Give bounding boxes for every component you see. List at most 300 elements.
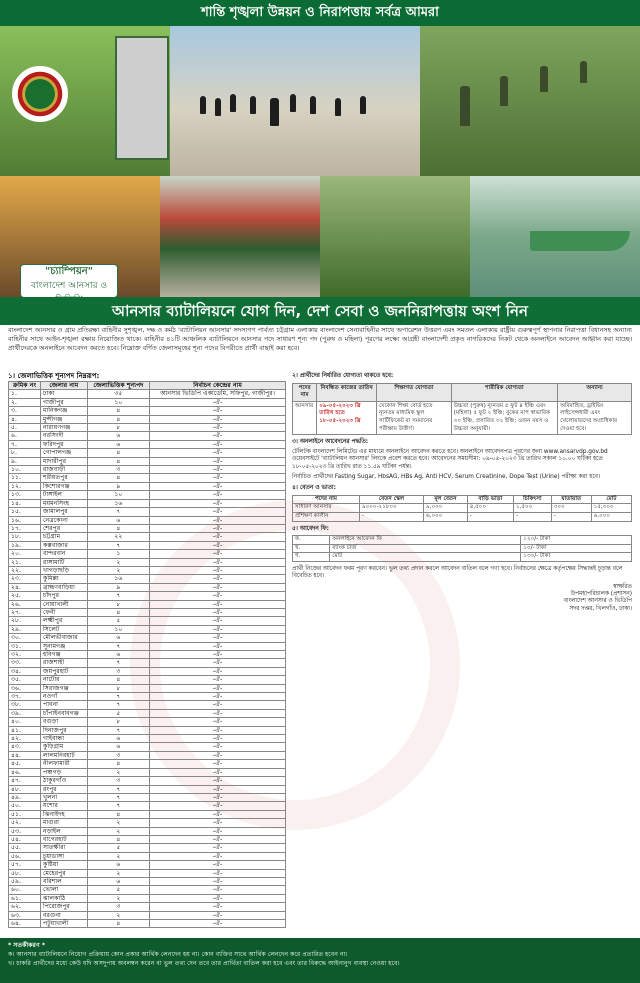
district-vacancy: ১০: [87, 625, 150, 633]
district-serial: ৬৩.: [9, 911, 41, 919]
district-center: -ঐ-: [150, 659, 286, 667]
photo-collage: [0, 26, 640, 297]
district-serial: ৫৭.: [9, 861, 41, 869]
district-row: [9, 743, 286, 751]
gate-pillar: [115, 36, 169, 160]
ansar-vdp-logo: [12, 66, 68, 122]
district-row: [9, 810, 286, 818]
salary-cell: প্রশিক্ষণ কালীন: [293, 512, 360, 521]
district-name: টাঙ্গাইল: [41, 491, 88, 499]
district-name: মানিকগঞ্জ: [41, 407, 88, 415]
district-vacancy: ২: [87, 819, 150, 827]
district-center: -ঐ-: [150, 617, 286, 625]
district-vacancy: ২২: [87, 533, 150, 541]
footer-warning-a: ক। আনসার ব্যাটালিয়নে নিয়োগ প্রক্রিয়ায় কোন প্রকার আর্থিক লেনদেন হয় না। কোন ব্যক্তির সাথে আর্থিক লেনদেন করে প্রতারিত হবেন না।: [8, 951, 348, 958]
district-vacancy: ৬: [87, 877, 150, 885]
elig-other: অবিবাহিত, ড্রাইভিং লাইসেন্সধারী এবং খেলোয়াড়দের অগ্রাধিকার দেওয়া হবে।: [558, 401, 632, 434]
district-row: [9, 524, 286, 532]
salary-header: পদের নাম: [293, 495, 360, 504]
district-name: সাতক্ষীরা: [41, 844, 88, 852]
district-vacancy: ৭: [87, 693, 150, 701]
district-row: [9, 398, 286, 406]
elig-dates: ০৯-০৫-২০২৩ খ্রি তারিখ হতে ১৮-০৫-২০২৩ খ্রি: [317, 401, 377, 434]
district-vacancy: ৯: [87, 583, 150, 591]
district-name: ফেনী: [41, 608, 88, 616]
district-center: -ঐ-: [150, 726, 286, 734]
district-serial: ৩১.: [9, 642, 41, 650]
district-serial: ৬৪.: [9, 920, 41, 928]
district-serial: ৪৯.: [9, 793, 41, 801]
district-vacancy: ২: [87, 894, 150, 902]
district-center: -ঐ-: [150, 861, 286, 869]
district-center: -ঐ-: [150, 693, 286, 701]
district-serial: ৫১.: [9, 810, 41, 818]
salary-cell: ৬,০০০: [424, 512, 468, 521]
salary-cell: -: [514, 512, 552, 521]
col-header-district: জেলার নাম: [41, 382, 88, 390]
district-center: -ঐ-: [150, 920, 286, 928]
district-row: [9, 550, 286, 558]
soldier-figure: [270, 98, 279, 126]
district-serial: ৫৫.: [9, 844, 41, 852]
district-vacancy: ৬: [87, 440, 150, 448]
district-vacancy: ৫: [87, 617, 150, 625]
details-column: [292, 371, 632, 934]
salary-cell: -: [467, 512, 513, 521]
district-vacancy: ৮: [87, 718, 150, 726]
soldier-figure: [580, 61, 587, 83]
district-serial: ২৬.: [9, 600, 41, 608]
district-center: -ঐ-: [150, 608, 286, 616]
district-serial: ৩০.: [9, 634, 41, 642]
district-center: -ঐ-: [150, 466, 286, 474]
district-center: -ঐ-: [150, 474, 286, 482]
district-serial: ৯.: [9, 457, 41, 465]
district-name: নোয়াখালী: [41, 600, 88, 608]
district-center: -ঐ-: [150, 440, 286, 448]
salary-cell: ৯,০০০: [424, 504, 468, 513]
district-name: ঝালকাঠি: [41, 894, 88, 902]
district-center: -ঐ-: [150, 592, 286, 600]
soldier-figure: [250, 96, 256, 114]
elig-header-dates: নিবন্ধিত কাজের তারিখ: [317, 383, 377, 401]
district-center: -ঐ-: [150, 835, 286, 843]
district-row: [9, 642, 286, 650]
district-row: [9, 852, 286, 860]
district-name: নরসিংদী: [41, 432, 88, 440]
district-serial: ২৫.: [9, 592, 41, 600]
district-serial: ৬০.: [9, 886, 41, 894]
district-name: ব্রাহ্মণবাড়িয়া: [41, 583, 88, 591]
district-vacancy: ৪: [87, 449, 150, 457]
district-vacancy: ৭: [87, 701, 150, 709]
district-row: [9, 869, 286, 877]
salary-cell: ১,৫০০: [514, 504, 552, 513]
district-name: পঞ্চগড়: [41, 768, 88, 776]
district-center: -ঐ-: [150, 676, 286, 684]
soldier-figure: [200, 96, 206, 114]
salary-header: বাড়ি ভাড়া: [467, 495, 513, 504]
district-name: সিরাজগঞ্জ: [41, 684, 88, 692]
district-name: ঢাকা: [41, 390, 88, 398]
district-row: [9, 482, 286, 490]
salary-cell: সাধারণ আনসার: [293, 504, 360, 513]
district-serial: ২.: [9, 398, 41, 406]
district-row: [9, 718, 286, 726]
district-row: [9, 424, 286, 432]
district-row: [9, 432, 286, 440]
district-row: [9, 449, 286, 457]
district-name: কিশোরগঞ্জ: [41, 482, 88, 490]
district-row: [9, 894, 286, 902]
district-center: -ঐ-: [150, 575, 286, 583]
district-name: নারায়ণগঞ্জ: [41, 424, 88, 432]
district-vacancy: ৮: [87, 424, 150, 432]
district-name: লক্ষ্মীপুর: [41, 617, 88, 625]
district-serial: ৩৪.: [9, 667, 41, 675]
district-row: [9, 844, 286, 852]
district-name: চট্টগ্রাম: [41, 533, 88, 541]
district-name: নাটোর: [41, 676, 88, 684]
district-vacancy: ৭: [87, 726, 150, 734]
district-serial: ৪১.: [9, 726, 41, 734]
fee-cell: মোট: [330, 553, 521, 562]
signature-line-1: স্বাক্ষরিত: [612, 584, 632, 591]
district-row: [9, 617, 286, 625]
district-name: নড়াইল: [41, 827, 88, 835]
district-center: -ঐ-: [150, 634, 286, 642]
fee-cell: অনলাইনে আবেদন ফি: [330, 536, 521, 545]
district-row: [9, 474, 286, 482]
district-row: [9, 625, 286, 633]
district-row: [9, 466, 286, 474]
district-row: [9, 785, 286, 793]
fee-cell: ক.: [293, 536, 330, 545]
district-vacancy: ৪: [87, 760, 150, 768]
fee-cell: ১০/- টাকা: [521, 544, 632, 553]
district-serial: ৪৮.: [9, 785, 41, 793]
fee-row: [293, 544, 632, 553]
district-vacancy: ৭: [87, 659, 150, 667]
champion-card-subtitle: বাংলাদেশ আনসার ও: [30, 281, 108, 291]
district-vacancy: ৯: [87, 482, 150, 490]
district-name: গাইবান্ধা: [41, 735, 88, 743]
district-center: -ঐ-: [150, 449, 286, 457]
district-center: -ঐ-: [150, 508, 286, 516]
district-vacancy: ২: [87, 852, 150, 860]
district-row: [9, 634, 286, 642]
elig-header-post: পদের নাম: [293, 383, 317, 401]
district-vacancy: ৬: [87, 861, 150, 869]
district-center: -ঐ-: [150, 844, 286, 852]
district-vacancy: ৪: [87, 457, 150, 465]
district-serial: ২৪.: [9, 583, 41, 591]
district-serial: ৩৫.: [9, 676, 41, 684]
salary-table: [292, 495, 632, 522]
salary-header: চিকিৎসা: [514, 495, 552, 504]
district-row: [9, 911, 286, 919]
district-row: [9, 457, 286, 465]
photo-hill-patrol: [320, 176, 470, 297]
district-serial: ৬২.: [9, 903, 41, 911]
district-name: রংপুর: [41, 785, 88, 793]
district-row: [9, 600, 286, 608]
soldier-figure: [335, 98, 341, 116]
district-row: [9, 508, 286, 516]
district-name: পিরোজপুর: [41, 903, 88, 911]
district-row: [9, 768, 286, 776]
district-vacancy: ২: [87, 566, 150, 574]
elig-header-physical: শারীরিক যোগ্যতা: [451, 383, 557, 401]
district-name: জয়পুরহাট: [41, 667, 88, 675]
eligibility-title: ২। প্রার্থীদের নির্ধারিত যোগ্যতা থাকতে হবে:: [292, 373, 394, 379]
district-serial: ৪০.: [9, 718, 41, 726]
district-vacancy: ৪: [87, 524, 150, 532]
district-serial: ১০.: [9, 466, 41, 474]
champion-card: [20, 264, 118, 298]
elig-physical: উচ্চতা (পুরুষ) ন্যূনতম ৫ ফুট ৪ ইঞ্চি এবং (মহিলা) ৫ ফুট ২ ইঞ্চি; বুকের মাপ স্বাভাবিক ৩০ ইঞ্চি, প্রসারিত ৩২ ইঞ্চি; ওজন বয়স ও উচ্চতা অনুযায়ী।: [451, 401, 557, 434]
district-vacancy: ৪: [87, 676, 150, 684]
fee-cell: ব্যাংক চার্জ: [330, 544, 521, 553]
district-vacancy: ১৬: [87, 575, 150, 583]
footer-warning-title: * সতর্কীকরণ *: [8, 942, 46, 949]
district-name: শেরপুর: [41, 524, 88, 532]
district-name: দিনাজপুর: [41, 726, 88, 734]
fees-heading: ৫। আবেদন ফি:: [292, 525, 329, 532]
district-vacancy: ১: [87, 550, 150, 558]
district-serial: ২০.: [9, 550, 41, 558]
district-row: [9, 709, 286, 717]
district-serial: ৪.: [9, 415, 41, 423]
district-name: মৌলভীবাজার: [41, 634, 88, 642]
district-name: নওগাঁ: [41, 693, 88, 701]
district-table-title: ১। জেলাভিত্তিক শূন্যপদ নিম্নরূপ:: [8, 372, 100, 380]
district-row: [9, 835, 286, 843]
district-row: [9, 499, 286, 507]
district-name: নেত্রকোনা: [41, 516, 88, 524]
district-center: -ঐ-: [150, 743, 286, 751]
district-center: -ঐ-: [150, 701, 286, 709]
fee-row: [293, 536, 632, 545]
district-serial: ৫৯.: [9, 877, 41, 885]
district-center: -ঐ-: [150, 457, 286, 465]
district-name: পাবনা: [41, 701, 88, 709]
district-vacancy: ৪: [87, 474, 150, 482]
col-header-serial: ক্রমিক নং: [9, 382, 41, 390]
district-row: [9, 676, 286, 684]
district-vacancy: ৬: [87, 634, 150, 642]
district-vacancy: ২: [87, 911, 150, 919]
district-center: -ঐ-: [150, 541, 286, 549]
district-name: ঠাকুরগাঁও: [41, 777, 88, 785]
district-center: -ঐ-: [150, 911, 286, 919]
district-center: -ঐ-: [150, 625, 286, 633]
district-name: মাগুরা: [41, 819, 88, 827]
salary-header: মূল বেতন: [424, 495, 468, 504]
district-serial: ৫০.: [9, 802, 41, 810]
photo-champions: [0, 176, 160, 297]
district-serial: ৪৪.: [9, 751, 41, 759]
district-center: -ঐ-: [150, 852, 286, 860]
medical-text: নির্বাচিত প্রার্থীদের Fasting Sugar, HbsAG, HBs Ag, Anti HCV, Serum Creatinine, Dope Test (Urine) পরীক্ষা করা হবে।: [292, 473, 600, 480]
district-serial: ২২.: [9, 566, 41, 574]
district-row: [9, 777, 286, 785]
district-vacancy: ৬: [87, 516, 150, 524]
elig-education: যেকোন শিক্ষা বোর্ড হতে ন্যূনতম মাধ্যমিক স্কুল সার্টিফিকেট বা সমমানের পরীক্ষায় উত্তীর্ণ।: [377, 401, 452, 434]
district-row: [9, 751, 286, 759]
district-name: বান্দরবান: [41, 550, 88, 558]
district-name: রাজশাহী: [41, 659, 88, 667]
district-center: -ঐ-: [150, 768, 286, 776]
district-vacancy: ১০: [87, 491, 150, 499]
district-vacancy: ৪: [87, 608, 150, 616]
salary-header: যাতায়াত: [551, 495, 591, 504]
district-serial: ৩২.: [9, 651, 41, 659]
district-center: -ঐ-: [150, 760, 286, 768]
district-serial: ১৭.: [9, 524, 41, 532]
eligibility-row: [293, 401, 632, 434]
district-vacancy: ৩: [87, 751, 150, 759]
district-name: ময়মনসিংহ: [41, 499, 88, 507]
district-center: -ঐ-: [150, 667, 286, 675]
salary-heading: ৪। বেতন ও ভাতা:: [292, 485, 336, 492]
district-vacancy: ৮: [87, 684, 150, 692]
eligibility-table: [292, 383, 632, 436]
district-row: [9, 877, 286, 885]
district-name: মেহেরপুর: [41, 869, 88, 877]
district-serial: ১৬.: [9, 516, 41, 524]
district-name: চুয়াডাঙ্গা: [41, 852, 88, 860]
district-vacancy: ৪: [87, 415, 150, 423]
district-serial: ১১.: [9, 474, 41, 482]
district-center: -ঐ-: [150, 718, 286, 726]
district-name: ঝিনাইদহ: [41, 810, 88, 818]
district-center: -ঐ-: [150, 499, 286, 507]
district-center: -ঐ-: [150, 533, 286, 541]
district-name: রাজবাড়ী: [41, 466, 88, 474]
salary-cell: ১৫,৩০০: [591, 504, 631, 513]
district-vacancy: ৬: [87, 735, 150, 743]
salary-cell: ৩০০: [551, 504, 591, 513]
district-serial: ১২.: [9, 482, 41, 490]
district-row: [9, 558, 286, 566]
photo-logo-gate: [0, 26, 170, 176]
district-row: [9, 667, 286, 675]
photo-parade: [170, 26, 420, 176]
district-name: সুনামগঞ্জ: [41, 642, 88, 650]
district-serial: ৪৩.: [9, 743, 41, 751]
district-center: -ঐ-: [150, 398, 286, 406]
salary-header: বেতন স্কেল: [360, 495, 424, 504]
district-row: [9, 802, 286, 810]
district-name: লালমনিরহাট: [41, 751, 88, 759]
district-vacancy: ৭: [87, 785, 150, 793]
district-vacancy: ২: [87, 869, 150, 877]
district-vacancy-section: [8, 371, 286, 934]
district-vacancy: ৪: [87, 407, 150, 415]
soldier-figure: [215, 98, 221, 116]
district-serial: ২৯.: [9, 625, 41, 633]
district-row: [9, 575, 286, 583]
district-row: [9, 608, 286, 616]
district-center: -ঐ-: [150, 785, 286, 793]
district-row: [9, 541, 286, 549]
district-row: [9, 861, 286, 869]
district-serial: ৩৭.: [9, 693, 41, 701]
district-name: শরীয়তপুর: [41, 474, 88, 482]
district-name: সিলেট: [41, 625, 88, 633]
district-serial: ২৮.: [9, 617, 41, 625]
soldier-figure: [290, 94, 296, 112]
col-header-center: নির্বাচন কেন্দ্রের নাম: [150, 382, 286, 390]
district-row: [9, 533, 286, 541]
fees-table: [292, 535, 632, 562]
district-name: গাজীপুর: [41, 398, 88, 406]
district-name: রাঙ্গামাটি: [41, 558, 88, 566]
district-center: -ঐ-: [150, 877, 286, 885]
district-row: [9, 726, 286, 734]
district-vacancy: ৬: [87, 651, 150, 659]
district-name: কুড়িগ্রাম: [41, 743, 88, 751]
district-center: -ঐ-: [150, 407, 286, 415]
soldier-figure: [360, 96, 366, 114]
district-serial: ২৭.: [9, 608, 41, 616]
district-row: [9, 886, 286, 894]
district-name: খাগড়াছড়ি: [41, 566, 88, 574]
district-row: [9, 440, 286, 448]
district-vacancy: ৩: [87, 777, 150, 785]
district-center: -ঐ-: [150, 491, 286, 499]
district-name: ভোলা: [41, 886, 88, 894]
district-row: [9, 491, 286, 499]
district-row: [9, 415, 286, 423]
col-header-vacancy: জেলাভিত্তিক শূন্যপদ: [87, 382, 150, 390]
district-name: কুষ্টিয়া: [41, 861, 88, 869]
district-serial: ১৮.: [9, 533, 41, 541]
district-serial: ১৩.: [9, 491, 41, 499]
district-serial: ৩৩.: [9, 659, 41, 667]
district-row: [9, 390, 286, 398]
district-name: যশোর: [41, 802, 88, 810]
district-vacancy: ৬: [87, 743, 150, 751]
district-serial: ১৪.: [9, 499, 41, 507]
district-serial: ৫৮.: [9, 869, 41, 877]
soldier-figure: [230, 94, 236, 112]
district-name: চাঁপাইনবাবগঞ্জ: [41, 709, 88, 717]
district-vacancy: ৭: [87, 541, 150, 549]
online-body: টেলিটক বাংলাদেশ লিমিটেড এর মাধ্যমে অনলাইনে আবেদন করতে হবে। অনলাইনে আবেদনপত্র পূরণের জন্য www.ansarvdp.gov.bd ওয়েবসাইটে 'ব্যাটালিয়ন আনসার' লিংকে প্রবেশ করতে হবে। আবেদনের সময়সীমা: ০৯-০৫-২০২৩ খ্রি তারিখ সকাল ১০.০০ ঘটিকা হতে ১৮-০৫-২০২৩ খ্রি তারিখ রাত ১১.৫৯ ঘটিকা পর্যন্ত।: [292, 448, 608, 470]
district-name: জামালপুর: [41, 508, 88, 516]
district-center: -ঐ-: [150, 709, 286, 717]
district-serial: ৪৭.: [9, 777, 41, 785]
district-name: বাগেরহাট: [41, 835, 88, 843]
district-center: -ঐ-: [150, 819, 286, 827]
district-center: -ঐ-: [150, 735, 286, 743]
district-row: [9, 735, 286, 743]
district-serial: ৫২.: [9, 819, 41, 827]
district-row: [9, 684, 286, 692]
district-name: কুমিল্লা: [41, 575, 88, 583]
champion-card-title: "চ্যাম্পিয়ন": [45, 266, 93, 277]
district-vacancy: ৭: [87, 508, 150, 516]
district-vacancy: ৪: [87, 835, 150, 843]
salary-cell: -: [360, 512, 424, 521]
district-center: -ঐ-: [150, 684, 286, 692]
district-row: [9, 701, 286, 709]
district-row: [9, 920, 286, 928]
district-serial: ৫৩.: [9, 827, 41, 835]
soldier-figure: [460, 86, 470, 126]
